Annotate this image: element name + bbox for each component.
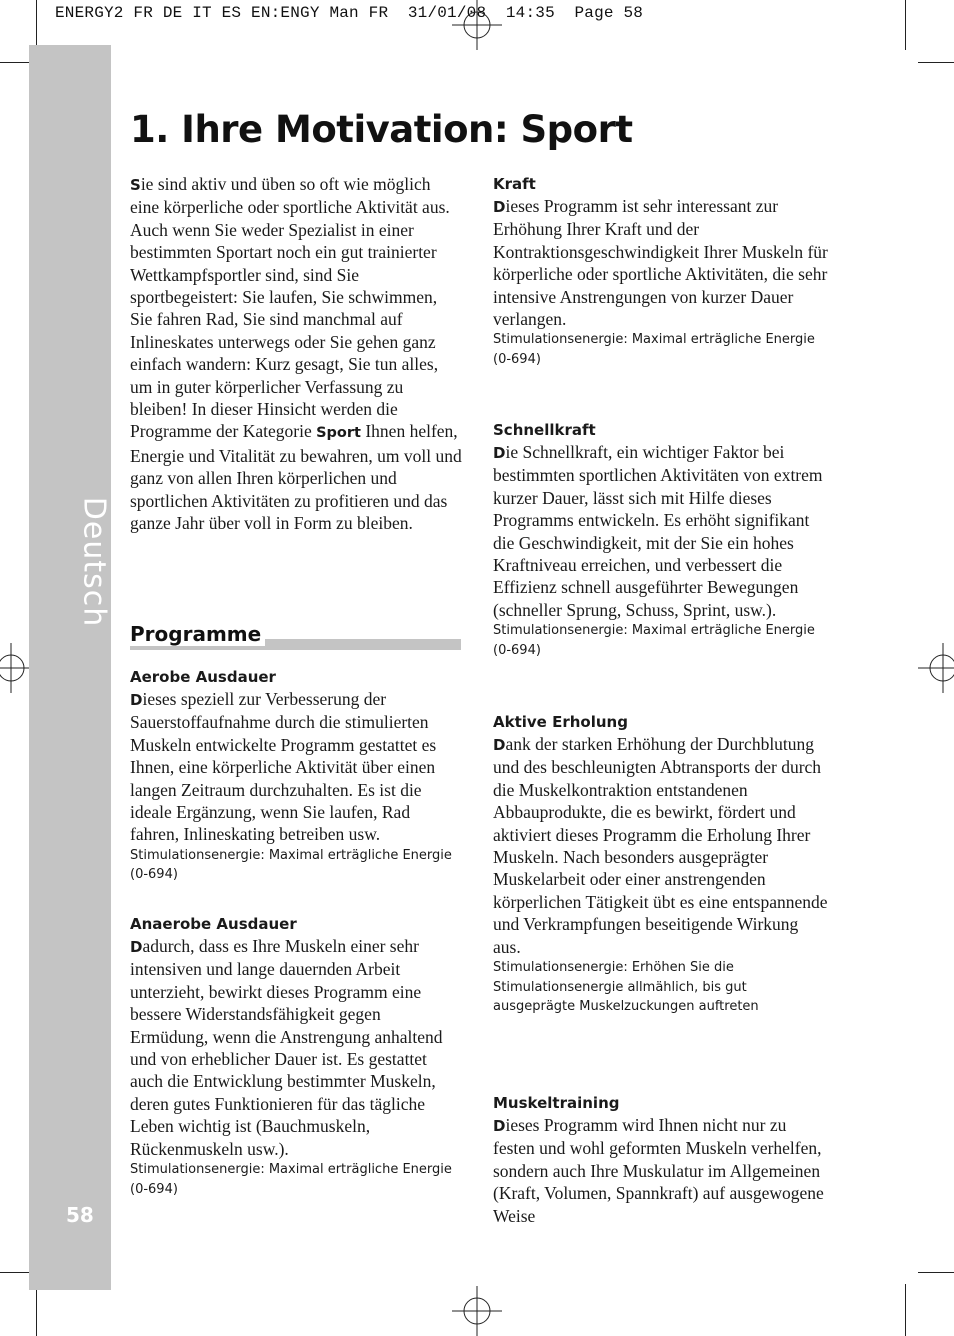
program-title: Muskeltraining xyxy=(493,1094,620,1112)
section-heading-label: Programme xyxy=(130,622,265,646)
section-heading xyxy=(130,622,461,652)
program-energy: Stimulationsenergie: Erhöhen Sie die Stimulationsenergie allmählich, bis gut ausgeprägte Muskelzuckungen auftreten xyxy=(493,960,759,1015)
program-energy: Stimulationsenergie: Maximal erträgliche Energie (0-694) xyxy=(130,1162,452,1197)
registration-mark-right-icon xyxy=(918,643,954,693)
printer-slug: ENERGY2 FR DE IT ES EN:ENGY Man FR 31/01/08 14:35 Page 58 xyxy=(55,4,644,22)
program-aktive-erholung xyxy=(493,711,828,1017)
language-label: Deutsch xyxy=(76,496,112,628)
program-title: Schnellkraft xyxy=(493,421,596,439)
program-kraft xyxy=(493,173,828,369)
page-title: 1. Ihre Motivation: Sport xyxy=(130,108,633,151)
program-title: Aktive Erholung xyxy=(493,713,628,731)
program-description: Dieses Programm wird Ihnen nicht nur zu festen und wohl geformten Muskeln verhelfen, sondern auch Ihre Muskulatur im Allgemeinen (Kraft, Volumen, Spannkraft) auf ausgewogene Weise xyxy=(493,1115,824,1226)
program-aerobe xyxy=(130,666,462,885)
program-title: Anaerobe Ausdauer xyxy=(130,915,297,933)
program-energy: Stimulationsenergie: Maximal erträgliche Energie (0-694) xyxy=(130,847,452,883)
program-schnellkraft xyxy=(493,419,828,660)
program-energy: Stimulationsenergie: Maximal erträgliche Energie (0-694) xyxy=(493,623,815,658)
registration-mark-bottom-icon xyxy=(452,1286,502,1336)
category-name: Sport xyxy=(316,425,361,442)
intro-paragraph: Sie sind aktiv und üben so oft wie möglich eine körperliche oder sportliche Aktivität aus. Auch wenn Sie weder Spezialist in einer bestimmten Sportart noch ein gut trainierter Wettkampfsportler sind, sind Sie sportbegeistert: Sie laufen, Sie schwimmen, Sie fahren Rad, Sie sind manchmal auf Inlineskates unterwegs oder Sie gehen ganz einfach wandern: Kurz gesagt, Sie tun alles, um in guter körperlicher Verfassung zu bleiben! In dieser Hinsicht werden die Programme der Kategorie Sport Ihnen helfen, Energie und Vitalität zu bewahren, um voll und ganz von allen Ihren körperlichen und sportlichen Aktivitäten zu profitieren und das ganze Jahr über voll in Form zu bleiben. xyxy=(130,174,462,534)
language-sidebar xyxy=(29,45,111,1290)
program-muskeltraining xyxy=(493,1092,828,1227)
program-title: Aerobe Ausdauer xyxy=(130,668,276,686)
program-description: Dieses Programm ist sehr interessant zur Erhöhung Ihrer Kraft und der Kontraktionsgeschwindigkeit Ihrer Muskeln für körperliche oder sportliche Aktivitäten, die sehr intensive Anstrengungen von kurzer Dauer verlangen. xyxy=(493,196,828,330)
intro-block xyxy=(130,173,462,535)
program-title: Kraft xyxy=(493,175,536,193)
drop-initial: S xyxy=(130,176,141,194)
program-description: Die Schnellkraft, ein wichtiger Faktor bei bestimmten sportlichen Aktivitäten von extrem kurzer Dauer, lässt sich mit Hilfe dieses Programms entwickeln. Es erhöht signifikant die Geschwindigkeit, mit der Sie ein hohes Kraftniveau erreichen, und verbessert die Effizienz schnell ausgeführter Bewegungen (schneller Sprung, Schuss, Sprint, usw.). xyxy=(493,442,823,620)
program-energy: Stimulationsenergie: Maximal erträgliche Energie (0-694) xyxy=(493,332,815,367)
page-number: 58 xyxy=(66,1203,94,1227)
language-tab xyxy=(70,496,118,628)
registration-mark-top-icon xyxy=(452,0,502,50)
program-description: Dadurch, dass es Ihre Muskeln einer sehr intensiven und lange dauernden Arbeit unterzieht, bewirkt dieses Programm eine bessere Widerstandsfähigkeit gegen Ermüdung, wenn die Anstrengung anhaltend und von erheblicher Dauer ist. Es gestattet auch die Entwicklung bestimmter Muskeln, deren gutes Funktionieren für das tägliche Leben wichtig ist (Bauchmuskeln, Rückenmuskeln usw.). xyxy=(130,936,443,1159)
program-description: Dank der starken Erhöhung der Durchblutung und des beschleunigten Abtransports der durch die Muskelkontraktion entstandenen Abbauprodukte, die es bewirkt, fördert und aktiviert dieses Programm die Erholung Ihrer Muskeln. Nach besonders ausgeprägter Muskelarbeit oder einer anstrengenden körperlichen Tätigkeit übt es eine entspannende und Verkrampfungen beseitigende Wirkung aus. xyxy=(493,734,828,957)
program-anaerobe xyxy=(130,913,462,1199)
program-description: Dieses speziell zur Verbesserung der Sauerstoffaufnahme durch die stimulierten Muskeln entwickelte Programm gestattet es Ihnen, eine körperliche Aktivität über einen langen Zeitraum durchzuhalten. Es ist die ideale Ergänzung, wenn Sie laufen, Rad fahren, Inlineskating betreiben usw. xyxy=(130,689,437,845)
